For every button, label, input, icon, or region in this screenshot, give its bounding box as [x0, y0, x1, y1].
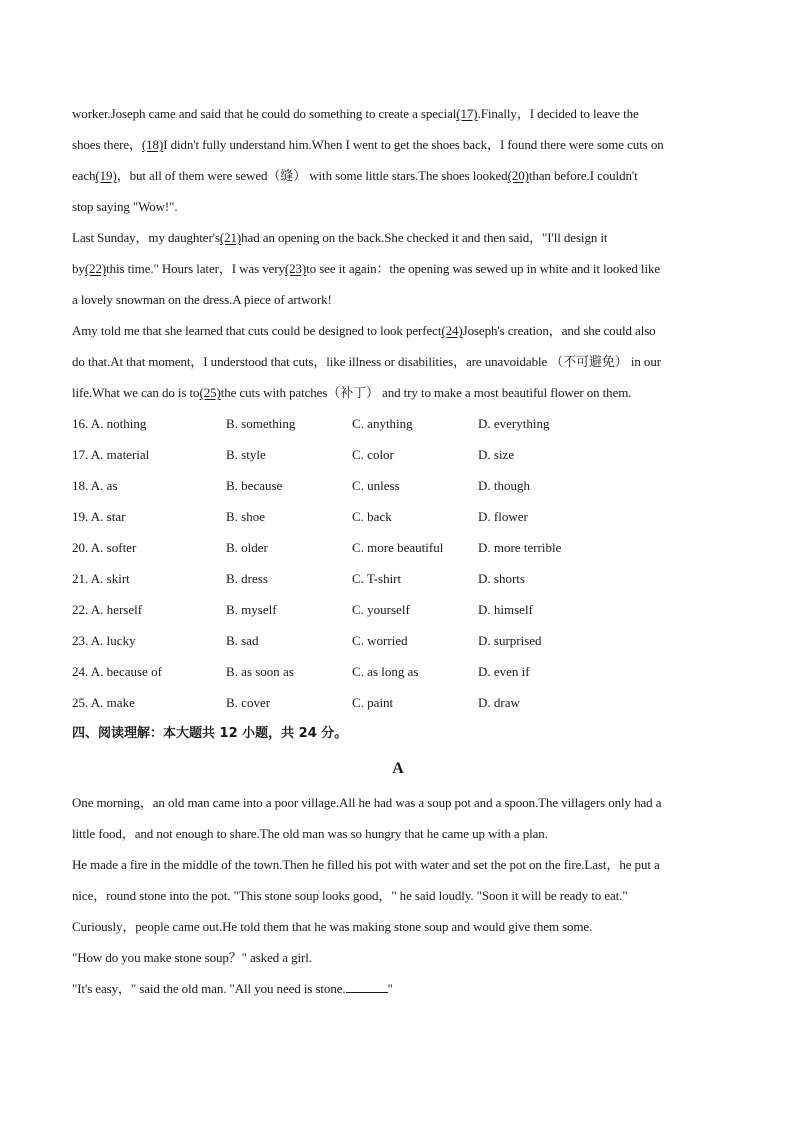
option-d: D. himself: [478, 602, 533, 617]
line-text: a lovely snowman on the dress.A piece of artwork!: [72, 292, 332, 307]
line-text: ，but all of them were sewed（缝） with some little stars.The shoes looked: [116, 168, 508, 183]
blank-number: (23): [284, 261, 307, 276]
question-row: [72, 563, 724, 594]
question-row: [72, 656, 724, 687]
blank-number: (21): [219, 230, 242, 245]
option-list: [72, 408, 724, 718]
option-c: C. back: [352, 509, 392, 524]
option-a-text: A. make: [90, 695, 135, 710]
option-b: B. because: [226, 478, 283, 493]
line-text: shoes there，: [72, 137, 142, 152]
question-row: [72, 501, 724, 532]
line-text: each: [72, 168, 96, 183]
option-a: [72, 625, 226, 656]
question-number: 19.: [72, 509, 89, 524]
passage-line: [72, 222, 724, 253]
option-a: [72, 656, 226, 687]
question-number: 17.: [72, 447, 89, 462]
question-row: [72, 532, 724, 563]
question-number: 25.: [72, 695, 89, 710]
line-text: Amy told me that she learned that cuts could be designed to look perfect: [72, 323, 442, 338]
option-d: D. though: [478, 478, 530, 493]
line-text: worker.Joseph came and said that he could do something to create a special: [72, 106, 457, 121]
question-number: 16.: [72, 416, 89, 431]
option-a: [72, 563, 226, 594]
line-text: this time." Hours later，I was very: [106, 261, 285, 276]
question-row: [72, 625, 724, 656]
option-a-text: A. material: [90, 447, 150, 462]
option-a-text: A. softer: [90, 540, 137, 555]
question-number: 20.: [72, 540, 89, 555]
passage-line: [72, 973, 724, 1004]
option-b: B. dress: [226, 571, 268, 586]
option-c: C. T-shirt: [352, 571, 402, 586]
blank-number: (24): [441, 323, 463, 338]
blank-number: (19): [95, 168, 117, 183]
passage-line: One morning，an old man came into a poor village.All he had was a soup pot and a spoon.The villagers only had a: [72, 795, 662, 810]
option-c: C. paint: [352, 695, 394, 710]
question-row: [72, 408, 724, 439]
passage-line: "How do you make stone soup？" asked a girl.: [72, 950, 312, 965]
line-text: to see it again：the opening was sewed up in white and it looked like: [306, 261, 661, 276]
blank-number: (18): [141, 137, 164, 152]
option-c: C. anything: [352, 416, 413, 431]
passage-line: [72, 315, 724, 346]
option-c: C. color: [352, 447, 394, 462]
option-d: D. shorts: [478, 571, 525, 586]
option-a: [72, 594, 226, 625]
passage-line: Curiously，people came out.He told them that he was making stone soup and would give them some.: [72, 919, 593, 934]
option-a: [72, 470, 226, 501]
passage-line: [72, 160, 724, 191]
option-a: [72, 408, 226, 439]
passage-line: [72, 191, 724, 222]
option-b: B. cover: [226, 695, 271, 710]
blank-number: (20): [507, 168, 529, 183]
question-row: [72, 687, 724, 718]
passage-line: nice，round stone into the pot. "This stone soup looks good，" he said loudly. "Soon it will be ready to eat.": [72, 888, 628, 903]
passage-line: [72, 98, 724, 129]
option-a-text: A. herself: [90, 602, 143, 617]
line-text: ": [387, 981, 393, 996]
option-a: [72, 532, 226, 563]
option-a-text: A. nothing: [90, 416, 147, 431]
blank-number: (22): [84, 261, 107, 276]
option-b: B. as soon as: [226, 664, 294, 679]
line-text: .Finally，I decided to leave the: [477, 106, 639, 121]
document-page: [72, 98, 724, 1004]
option-a: [72, 687, 226, 718]
question-number: 22.: [72, 602, 89, 617]
answer-blank: [346, 980, 388, 993]
option-a: [72, 501, 226, 532]
option-c: C. more beautiful: [352, 540, 444, 555]
section-heading: 四、阅读理解：本大题共 12 小题，共 24 分。: [72, 726, 348, 741]
option-a-text: A. skirt: [90, 571, 130, 586]
option-b: B. something: [226, 416, 296, 431]
question-row: [72, 470, 724, 501]
question-number: 24.: [72, 664, 89, 679]
option-b: B. style: [226, 447, 266, 462]
blank-number: (17): [456, 106, 478, 121]
option-a-text: A. as: [90, 478, 118, 493]
passage-line: [72, 253, 724, 284]
option-b: B. sad: [226, 633, 259, 648]
option-d: D. everything: [478, 416, 550, 431]
line-text: than before.I couldn't: [528, 168, 638, 183]
option-a: [72, 439, 226, 470]
passage-line: little food，and not enough to share.The old man was so hungry that he came up with a plan.: [72, 826, 548, 841]
line-text: Last Sunday，my daughter's: [72, 230, 220, 245]
option-d: D. draw: [478, 695, 520, 710]
line-text: stop saying "Wow!".: [72, 199, 178, 214]
option-a-text: A. star: [90, 509, 126, 524]
passage-line: He made a fire in the middle of the town.Then he filled his pot with water and set the pot on the fire.Last，he put a: [72, 857, 660, 872]
option-c: C. yourself: [352, 602, 410, 617]
option-d: D. even if: [478, 664, 530, 679]
question-row: [72, 439, 724, 470]
line-text: Joseph's creation，and she could also: [462, 323, 656, 338]
line-text: by: [72, 261, 85, 276]
passage-title: A: [392, 760, 404, 777]
question-number: 21.: [72, 571, 89, 586]
option-d: D. more terrible: [478, 540, 562, 555]
passage-line: [72, 346, 724, 377]
reading-passage: [72, 787, 724, 973]
option-c: C. as long as: [352, 664, 419, 679]
option-a-text: A. lucky: [90, 633, 136, 648]
line-text: "It's easy，" said the old man. "All you need is stone.: [72, 981, 346, 996]
question-row: [72, 594, 724, 625]
option-b: B. older: [226, 540, 268, 555]
option-d: D. surprised: [478, 633, 542, 648]
option-d: D. flower: [478, 509, 528, 524]
passage-line: [72, 129, 724, 160]
line-text: had an opening on the back.She checked it and then said，"I'll design it: [241, 230, 608, 245]
option-b: B. myself: [226, 602, 277, 617]
line-text: I didn't fully understand him.When I went to get the shoes back，I found there were some cuts on: [163, 137, 664, 152]
line-text: life.What we can do is to: [72, 385, 200, 400]
question-number: 23.: [72, 633, 89, 648]
cloze-passage: [72, 98, 724, 408]
question-number: 18.: [72, 478, 89, 493]
passage-line: [72, 284, 724, 315]
option-c: C. unless: [352, 478, 400, 493]
option-b: B. shoe: [226, 509, 265, 524]
option-d: D. size: [478, 447, 515, 462]
option-a-text: A. because of: [90, 664, 162, 679]
line-text: do that.At that moment，I understood that cuts，like illness or disabilities，are unavoidable （不可避免） in our: [72, 354, 661, 369]
passage-line: [72, 377, 724, 408]
option-c: C. worried: [352, 633, 408, 648]
line-text: the cuts with patches（补丁） and try to make a most beautiful flower on them.: [220, 385, 632, 400]
blank-number: (25): [199, 385, 221, 400]
